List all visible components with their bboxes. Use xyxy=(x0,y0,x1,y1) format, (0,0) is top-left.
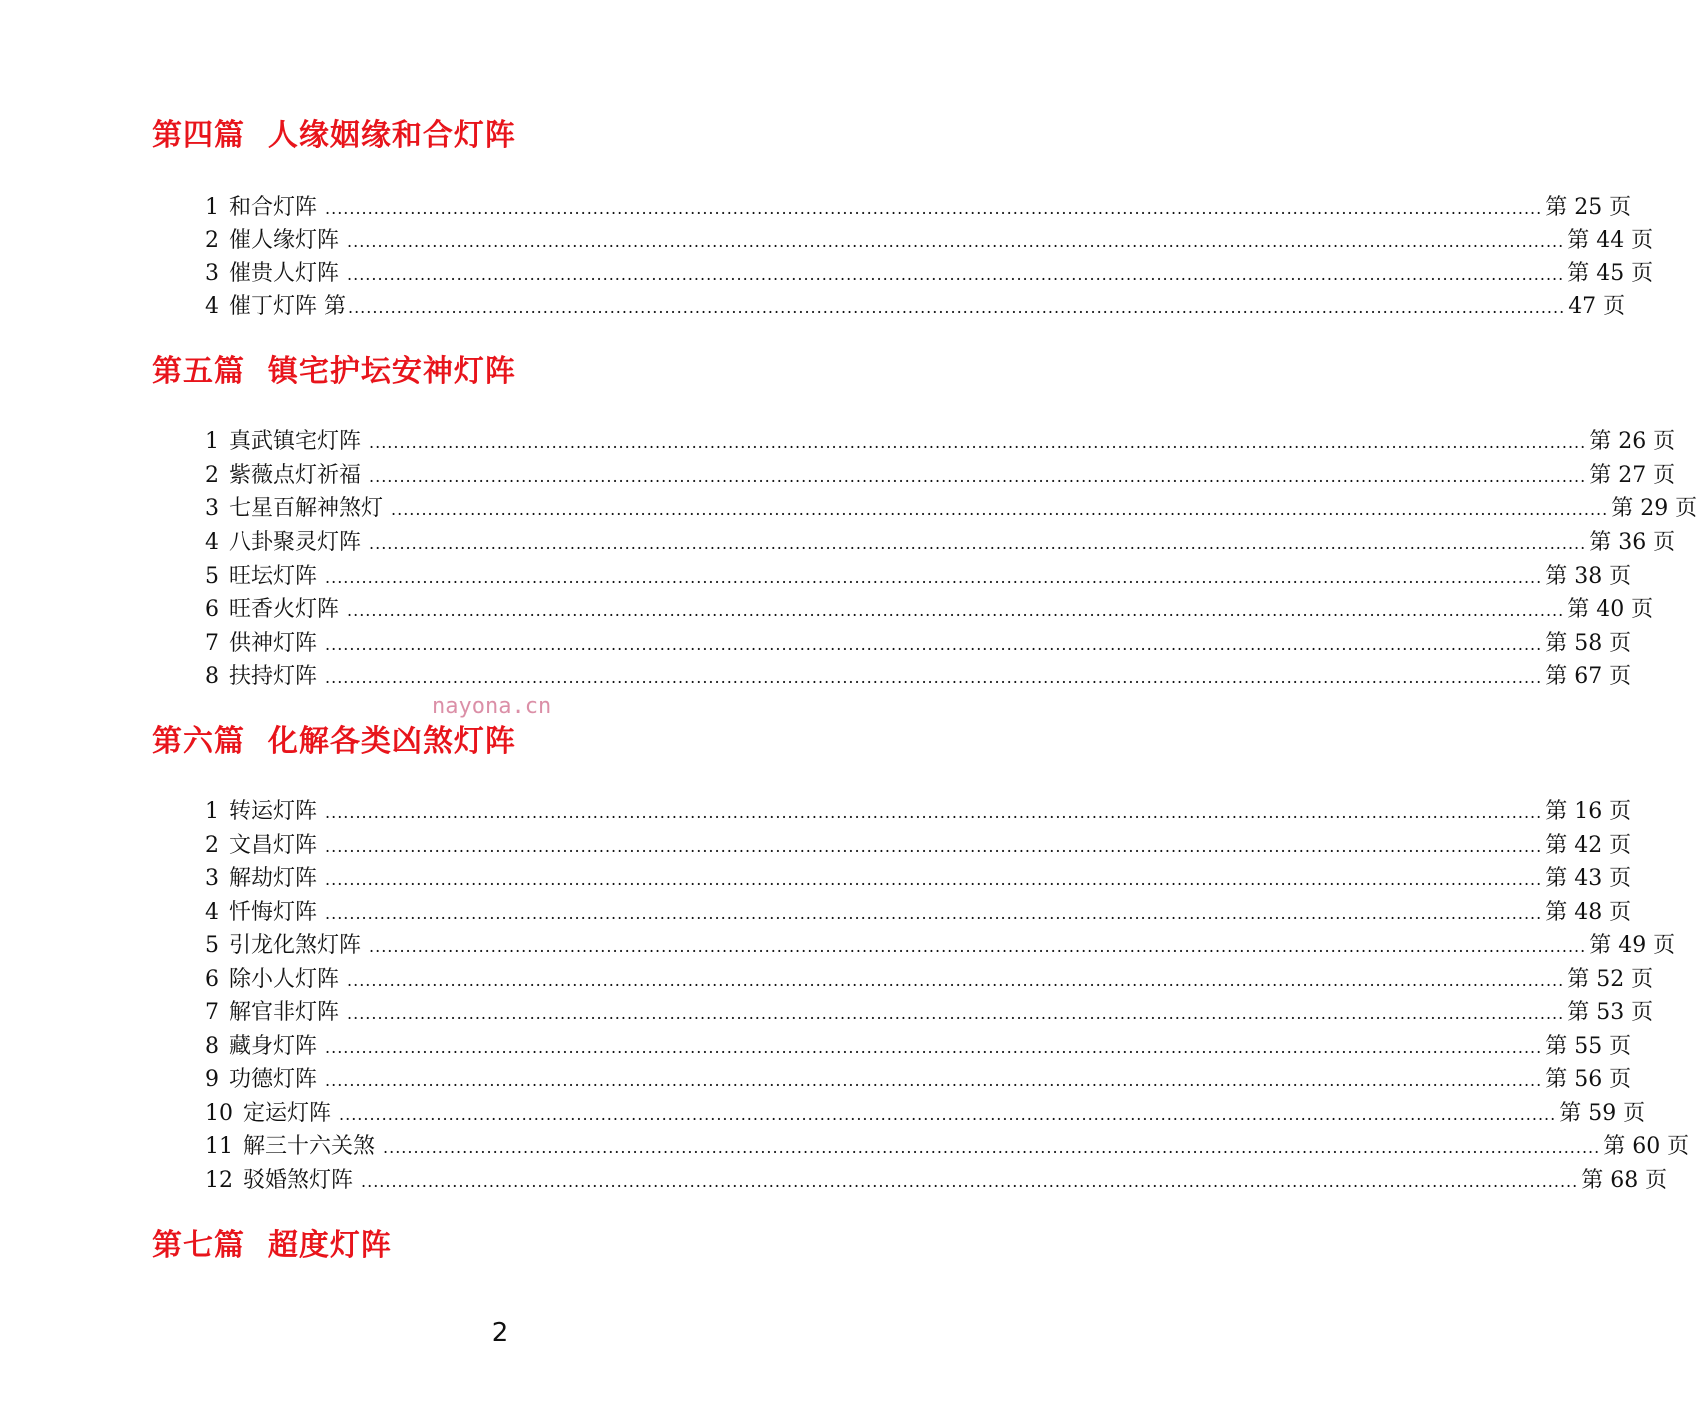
toc-entry[interactable] xyxy=(205,461,1676,491)
toc-entry[interactable] xyxy=(205,998,1654,1028)
entry-number: 11 xyxy=(205,1134,233,1159)
entry-label: 除小人灯阵 xyxy=(229,967,340,992)
dot-leader: ........................................................................................................................................................................................................ xyxy=(347,232,1565,251)
dot-leader: ........................................................................................................................................................................................................ xyxy=(325,635,1543,654)
dot-leader: ........................................................................................................................................................................................................ xyxy=(369,534,1587,553)
toc-entry[interactable] xyxy=(205,1032,1632,1062)
toc-entry[interactable] xyxy=(205,193,1632,223)
entry-label: 催贵人灯阵 xyxy=(229,261,340,286)
dot-leader: ........................................................................................................................................................................................................ xyxy=(369,937,1587,956)
entry-page: 第 38 页 xyxy=(1545,564,1632,589)
entry-page: 第 25 页 xyxy=(1545,195,1632,220)
toc-entry[interactable] xyxy=(205,259,1654,289)
entry-number: 5 xyxy=(205,564,219,589)
toc-entry[interactable] xyxy=(205,595,1654,625)
entry-label: 紫薇点灯祈福 xyxy=(229,463,362,488)
dot-leader: ........................................................................................................................................................................................................ xyxy=(347,1004,1565,1023)
entry-label: 供神灯阵 xyxy=(229,631,318,656)
section-title: 第五篇 镇宅护坛安神灯阵 xyxy=(152,354,516,389)
entry-page: 第 60 页 xyxy=(1603,1134,1690,1159)
entry-number: 3 xyxy=(205,866,219,891)
entry-label: 引龙化煞灯阵 xyxy=(229,933,362,958)
toc-entry[interactable] xyxy=(205,629,1632,659)
entry-number: 10 xyxy=(205,1101,233,1126)
dot-leader: ........................................................................................................................................................................................................ xyxy=(325,1038,1543,1057)
dot-leader: ........................................................................................................................................................................................................ xyxy=(325,568,1543,587)
dot-leader: ........................................................................................................................................................................................................ xyxy=(325,668,1543,687)
entry-page: 第 56 页 xyxy=(1545,1067,1632,1092)
watermark: nayona.cn xyxy=(432,694,552,719)
section-title: 第四篇 人缘姻缘和合灯阵 xyxy=(152,118,516,153)
dot-leader: ........................................................................................................................................................................................................ xyxy=(325,904,1543,923)
section-title: 第六篇 化解各类凶煞灯阵 xyxy=(152,724,516,759)
entry-label: 文昌灯阵 xyxy=(229,833,318,858)
entry-label: 解劫灯阵 xyxy=(229,866,318,891)
entry-page: 第 59 页 xyxy=(1559,1101,1646,1126)
entry-page: 47 页 xyxy=(1568,294,1626,319)
entry-number: 2 xyxy=(205,833,219,858)
toc-entry[interactable] xyxy=(205,1065,1632,1095)
toc-entry[interactable] xyxy=(205,931,1676,961)
entry-label: 解三十六关煞 xyxy=(243,1134,376,1159)
dot-leader: ........................................................................................................................................................................................................ xyxy=(369,433,1587,452)
entry-number: 7 xyxy=(205,631,219,656)
dot-leader: ........................................................................................................................................................................................................ xyxy=(325,803,1543,822)
toc-entry[interactable] xyxy=(205,226,1654,256)
dot-leader: ........................................................................................................................................................................................................ xyxy=(347,265,1565,284)
entry-page: 第 43 页 xyxy=(1545,866,1632,891)
dot-leader: ........................................................................................................................................................................................................ xyxy=(325,837,1543,856)
toc-entry[interactable] xyxy=(205,965,1654,995)
entry-page: 第 27 页 xyxy=(1589,463,1676,488)
entry-number: 6 xyxy=(205,597,219,622)
dot-leader: ........................................................................................................................................................................................................ xyxy=(383,1138,1601,1157)
entry-number: 5 xyxy=(205,933,219,958)
entry-label: 转运灯阵 xyxy=(229,799,318,824)
dot-leader: ........................................................................................................................................................................................................ xyxy=(347,601,1565,620)
entry-page: 第 45 页 xyxy=(1567,261,1654,286)
toc-entry[interactable] xyxy=(205,898,1632,928)
entry-page: 第 55 页 xyxy=(1545,1034,1632,1059)
entry-label: 真武镇宅灯阵 xyxy=(229,429,362,454)
entry-page: 第 68 页 xyxy=(1581,1168,1668,1193)
entry-label: 旺坛灯阵 xyxy=(229,564,318,589)
dot-leader: ........................................................................................................................................................................................................ xyxy=(369,467,1587,486)
entry-number: 7 xyxy=(205,1000,219,1025)
entry-number: 1 xyxy=(205,195,219,220)
entry-number: 9 xyxy=(205,1067,219,1092)
entry-page: 第 58 页 xyxy=(1545,631,1632,656)
toc-entry[interactable] xyxy=(205,1166,1668,1196)
entry-number: 4 xyxy=(205,900,219,925)
entry-number: 2 xyxy=(205,463,219,488)
entry-label: 旺香火灯阵 xyxy=(229,597,340,622)
entry-page: 第 29 页 xyxy=(1611,496,1697,521)
entry-page: 第 16 页 xyxy=(1545,799,1632,824)
dot-leader: ........................................................................................................................................................................................................ xyxy=(348,298,1566,317)
entry-label: 扶持灯阵 xyxy=(229,664,318,689)
entry-label: 解官非灯阵 xyxy=(229,1000,340,1025)
entry-page: 第 49 页 xyxy=(1589,933,1676,958)
toc-entry[interactable] xyxy=(205,292,1626,322)
entry-page: 第 52 页 xyxy=(1567,967,1654,992)
entry-label: 催丁灯阵 第 xyxy=(229,294,346,319)
entry-page: 第 42 页 xyxy=(1545,833,1632,858)
entry-number: 1 xyxy=(205,429,219,454)
toc-entry[interactable] xyxy=(205,831,1632,861)
entry-number: 12 xyxy=(205,1168,233,1193)
toc-entry[interactable] xyxy=(205,662,1632,692)
entry-label: 驳婚煞灯阵 xyxy=(243,1168,354,1193)
dot-leader: ........................................................................................................................................................................................................ xyxy=(339,1105,1557,1124)
toc-entry[interactable] xyxy=(205,797,1632,827)
entry-page: 第 67 页 xyxy=(1545,664,1632,689)
entry-number: 3 xyxy=(205,496,219,521)
toc-entry[interactable] xyxy=(205,562,1632,592)
toc-entry[interactable] xyxy=(205,494,1697,524)
entry-label: 定运灯阵 xyxy=(243,1101,332,1126)
entry-label: 和合灯阵 xyxy=(229,195,318,220)
entry-label: 催人缘灯阵 xyxy=(229,228,340,253)
entry-page: 第 36 页 xyxy=(1589,530,1676,555)
toc-entry[interactable] xyxy=(205,1099,1646,1129)
entry-label: 忏悔灯阵 xyxy=(229,900,318,925)
toc-entry[interactable] xyxy=(205,864,1632,894)
dot-leader: ........................................................................................................................................................................................................ xyxy=(325,870,1543,889)
entry-number: 6 xyxy=(205,967,219,992)
entry-page: 第 26 页 xyxy=(1589,429,1676,454)
entry-page: 第 53 页 xyxy=(1567,1000,1654,1025)
toc-entry[interactable] xyxy=(205,427,1676,457)
entry-number: 4 xyxy=(205,294,219,319)
entry-page: 第 40 页 xyxy=(1567,597,1654,622)
entry-label: 八卦聚灵灯阵 xyxy=(229,530,362,555)
entry-number: 8 xyxy=(205,1034,219,1059)
section-title: 第七篇 超度灯阵 xyxy=(152,1228,392,1263)
entry-number: 8 xyxy=(205,664,219,689)
entry-number: 2 xyxy=(205,228,219,253)
entry-page: 第 48 页 xyxy=(1545,900,1632,925)
dot-leader: ........................................................................................................................................................................................................ xyxy=(325,199,1543,218)
page-number: 2 xyxy=(491,1318,509,1348)
entry-page: 第 44 页 xyxy=(1567,228,1654,253)
entry-label: 藏身灯阵 xyxy=(229,1034,318,1059)
entry-number: 1 xyxy=(205,799,219,824)
dot-leader: ........................................................................................................................................................................................................ xyxy=(361,1172,1579,1191)
toc-entry[interactable] xyxy=(205,528,1676,558)
entry-label: 七星百解神煞灯 xyxy=(229,496,384,521)
entry-label: 功德灯阵 xyxy=(229,1067,318,1092)
toc-entry[interactable] xyxy=(205,1132,1690,1162)
entry-number: 3 xyxy=(205,261,219,286)
dot-leader: ........................................................................................................................................................................................................ xyxy=(347,971,1565,990)
dot-leader: ........................................................................................................................................................................................................ xyxy=(391,500,1609,519)
entry-number: 4 xyxy=(205,530,219,555)
dot-leader: ........................................................................................................................................................................................................ xyxy=(325,1071,1543,1090)
